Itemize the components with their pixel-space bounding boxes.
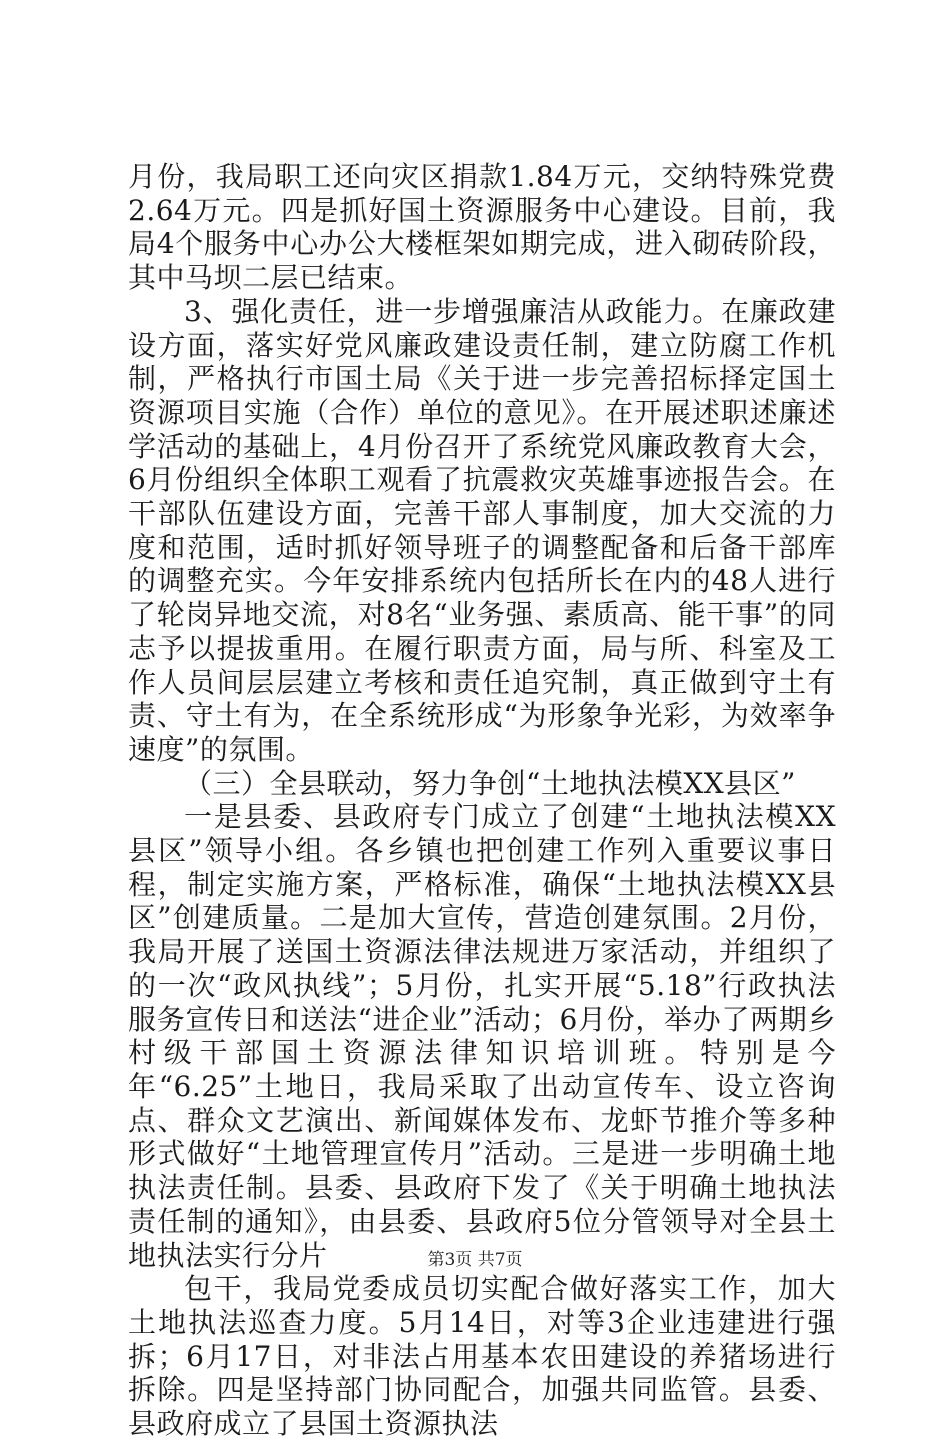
paragraph-responsibility: 3、强化责任，进一步增强廉洁从政能力。在廉政建设方面，落实好党风廉政建设责任制，建立防腐工作机制，严格执行市国土局《关于进一步完善招标择定国土资源项目实施（合作）单位的意见》。在开展述职述廉述学活动的基础上，4月份召开了系统党风廉政教育大会，6月份组织全体职工观看了抗震救灾英雄事迹报告会。在干部队伍建设方面，完善干部人事制度，加大交流的力度和范围，适时抓好领导班子的调整配备和后备干部库的调整充实。今年安排系统内包括所长在内的48人进行了轮岗异地交流，对8名“业务强、素质高、能干事”的同志予以提拔重用。在履行职责方面，局与所、科室及工作人员间层层建立考核和责任追究制，真正做到守土有责、守土有为，在全系统形成“为形象争光彩，为效率争速度”的氛围。 (128, 294, 836, 766)
paragraph-continuation: 月份，我局职工还向灾区捐款1.84万元，交纳特殊党费2.64万元。四是抓好国土资源服务中心建设。目前，我局4个服务中心办公大楼框架如期完成，进入砌砖阶段，其中马坝二层已结束。 (128, 160, 836, 295)
page-number-footer: 第3页 共7页 (427, 1250, 523, 1270)
section-heading: （三）全县联动，努力争创“土地执法模XX县区” (184, 766, 796, 800)
paragraph-county-linkage: 一是县委、县政府专门成立了创建“土地执法模XX县区”领导小组。各乡镇也把创建工作列入重要议事日程，制定实施方案，严格标准，确保“土地执法模XX县区”创建质量。二是加大宣传，营造创建氛围。2月份，我局开展了送国土资源法律法规进万家活动，并组织了的一次“政风执线”；5月份，扎实开展“5.18”行政执法服务宣传日和送法“进企业”活动；6月份，举办了两期乡村级干部国土资源法律知识培训班。特别是今年“6.25”土地日，我局采取了出动宣传车、设立咨询点、群众文艺演出、新闻媒体发布、龙虾节推介等多种形式做好“土地管理宣传月”活动。三是进一步明确土地执法责任制。县委、县政府下发了《关于明确土地执法责任制的通知》，由县委、县政府5位分管领导对全县土地执法实行分片 (128, 800, 836, 1272)
paragraph-enforcement: 包干，我局党委成员切实配合做好落实工作，加大土地执法巡查力度。5月14日，对等3企业违建进行强拆；6月17日，对非法占用基本农田建设的养猪场进行拆除。四是坚持部门协同配合，加强共同监管。县委、县政府成立了县国土资源执法 (128, 1272, 836, 1441)
